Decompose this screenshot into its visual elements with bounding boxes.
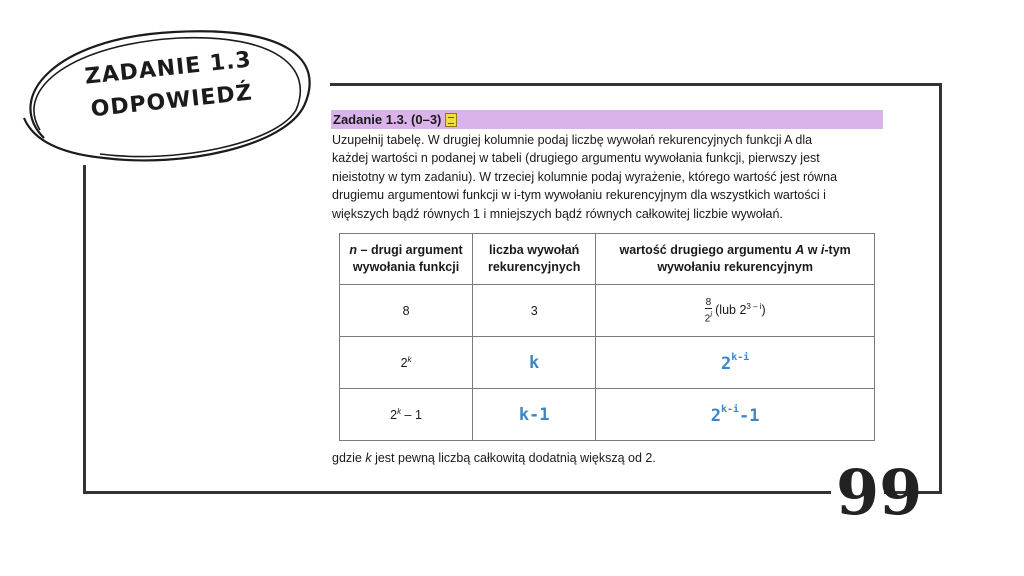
task-header: [331, 110, 883, 129]
task-line: każdej wartości n podanej w tabeli (drugiego argumentu wywołania funkcji, pierwszy jest: [332, 151, 820, 166]
frame-right-line: [939, 83, 942, 494]
cell-value-answer: 2$^{k-i}$-1: [596, 389, 875, 441]
cell-value-answer: 2$^{k-i}$: [596, 337, 875, 389]
task-line: większych bądź równych 1 i mniejszych bądź równych całkowitej liczbie wywołań.: [332, 206, 783, 221]
task-title: Zadanie 1.3. (0–3): [333, 112, 442, 127]
document-icon: [445, 113, 457, 127]
header-n: n – drugi argument wywołania funkcji: [340, 234, 473, 285]
table-header-row: [340, 234, 875, 285]
fraction: $\frac{8}{2^i}$: [704, 296, 713, 325]
header-value: wartość drugiego argumentu A w i-tym wywołaniu rekurencyjnym: [596, 234, 875, 285]
task-content: [331, 110, 883, 223]
task-line: drugiemu argumentowi funkcji w i-tym wywołaniu rekurencyjnym dla wszystkich wartości i: [332, 188, 826, 203]
cell-n: 8: [340, 285, 473, 337]
cell-count-answer: k: [473, 337, 596, 389]
frame-top-line: [330, 83, 942, 86]
badge-line-2: ODPOWIEDŹ: [89, 80, 254, 123]
header-count: liczba wywołań rekurencyjnych: [473, 234, 596, 285]
cell-count: 3: [473, 285, 596, 337]
cell-n: 2$^k$ – 1: [340, 389, 473, 441]
cell-value: $\frac{8}{2^i}$ (lub 2$^{3 - i}$): [596, 285, 875, 337]
task-line: Uzupełnij tabelę. W drugiej kolumnie podaj liczbę wywołań rekurencyjnych funkcji A dla: [332, 133, 813, 147]
footer-note: gdzie k jest pewną liczbą całkowitą dodatnią większą od 2.: [332, 451, 656, 465]
cell-count-answer: k-1: [473, 389, 596, 441]
quote-icon: 99: [836, 456, 923, 529]
badge-line-1: ZADANIE 1.3: [83, 47, 253, 90]
table-row: [340, 337, 875, 389]
table-row: [340, 389, 875, 441]
frame-left-line: [83, 165, 86, 494]
task-line: nieistotny w tym zadaniu). W trzeciej kolumnie podaj wyrażenie, którego wartość jest równa: [332, 169, 838, 184]
answer-table: [339, 233, 875, 441]
cell-n: 2$^k$: [340, 337, 473, 389]
frame-bottom-line: [83, 491, 831, 494]
table-row: [340, 285, 875, 337]
task-description: [331, 131, 883, 223]
